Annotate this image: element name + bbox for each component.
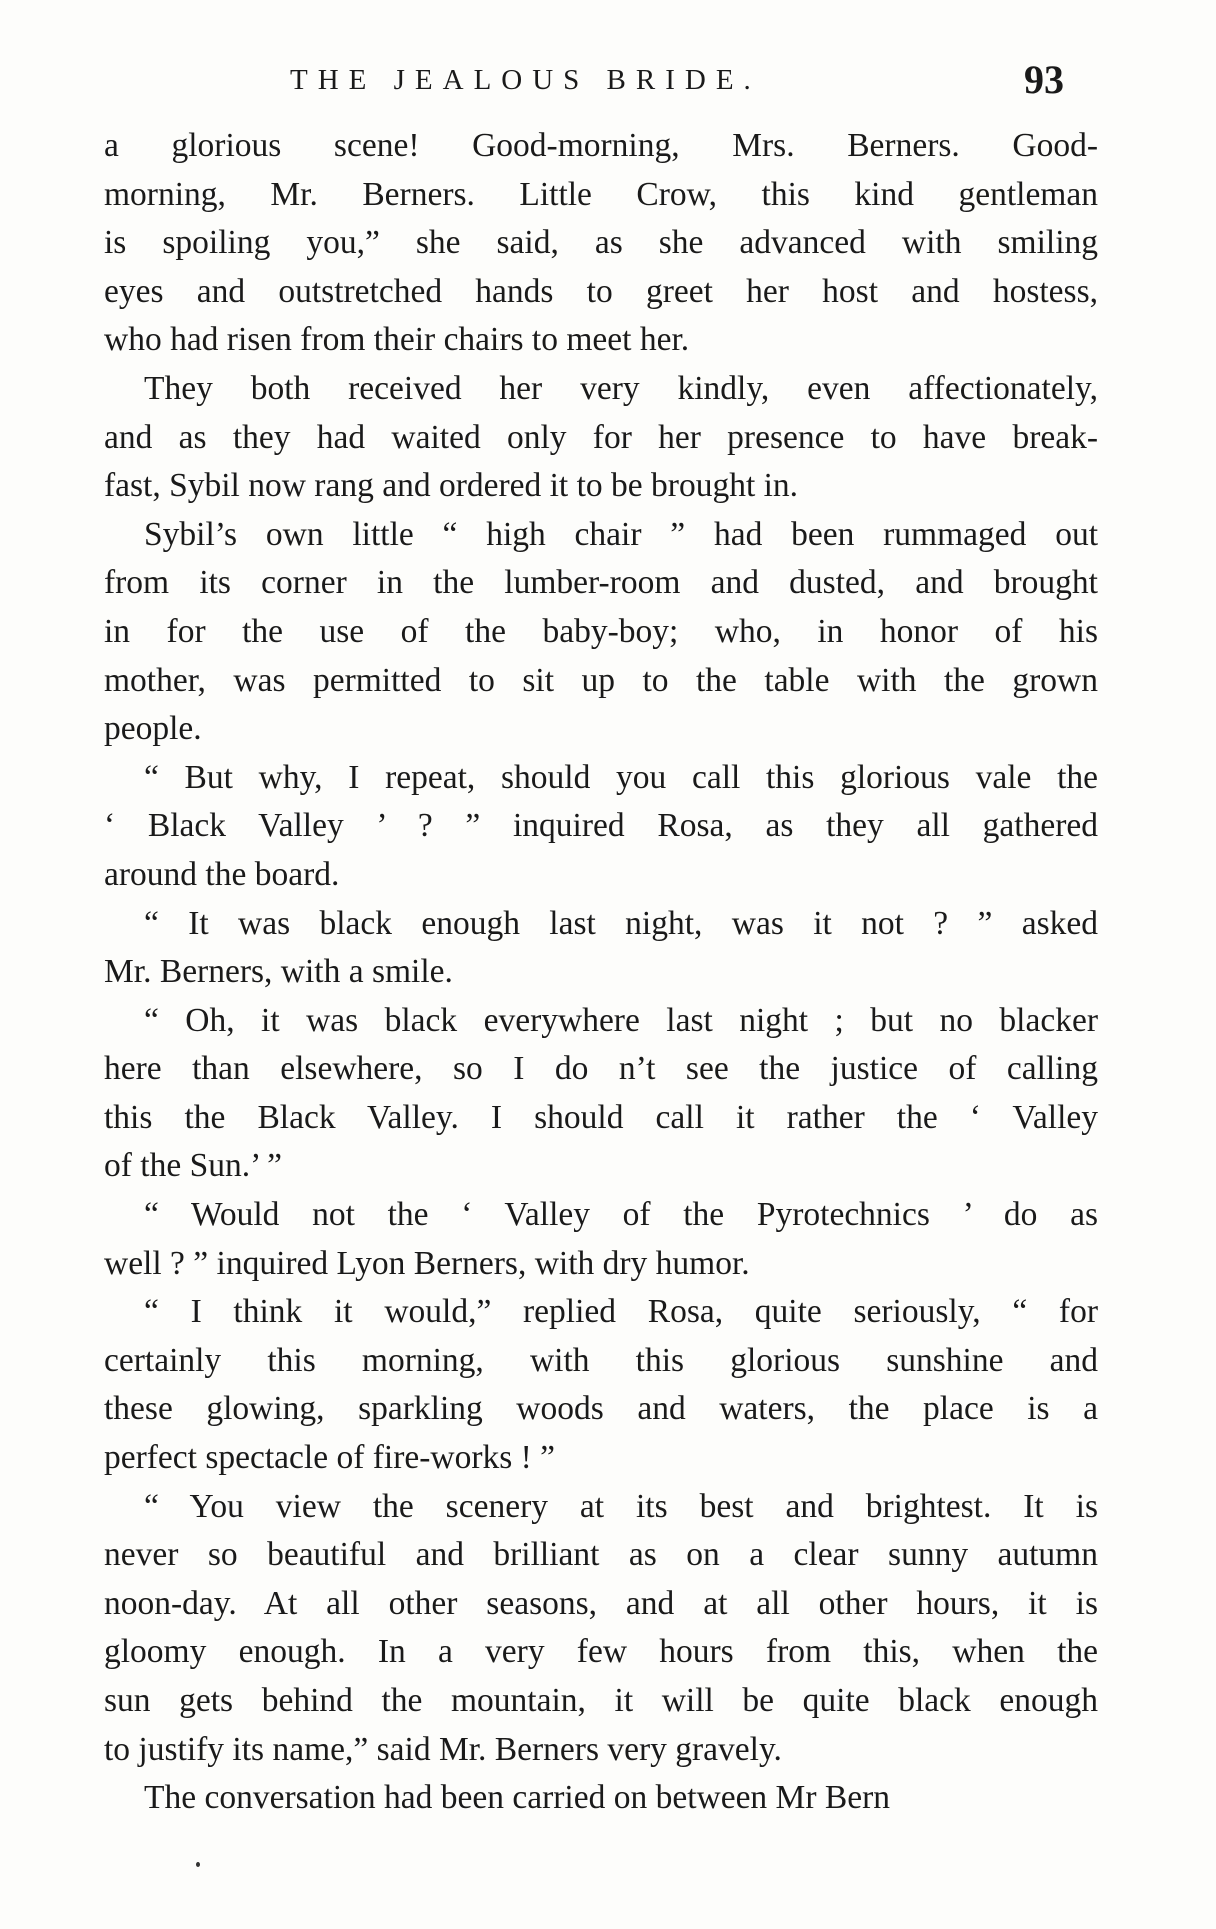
text-line: gloomy enough. In a very few hours from this, when the: [104, 1633, 1098, 1671]
text-line: fast, Sybil now rang and ordered it to be brought in.: [104, 467, 799, 505]
text-line: Mr. Berners, with a smile.: [104, 953, 453, 991]
text-line: these glowing, sparkling woods and waters, the place is a: [104, 1390, 1098, 1428]
text-line: here than elsewhere, so I do n’t see the justice of calling: [104, 1050, 1098, 1088]
running-head: [0, 56, 1216, 106]
text-line: certainly this morning, with this glorious sunshine and: [104, 1341, 1098, 1379]
text-line: noon-day. At all other seasons, and at all other hours, it is: [104, 1584, 1098, 1622]
text-line: The conversation had been carried on between Mr Bern: [144, 1779, 890, 1817]
text-line: around the board.: [104, 855, 340, 893]
text-line: people.: [104, 710, 202, 748]
paragraph: [104, 900, 1098, 997]
text-line: in for the use of the baby-boy; who, in honor of his: [104, 612, 1098, 650]
text-line: this the Black Valley. I should call it rather the ‘ Valley: [104, 1098, 1098, 1136]
text-line: to justify its name,” said Mr. Berners very gravely.: [104, 1730, 782, 1768]
text-line: They both received her very kindly, even affectionately,: [144, 369, 1098, 407]
text-line: who had risen from their chairs to meet her.: [104, 321, 690, 359]
body-text: [104, 122, 1098, 1823]
text-line: sun gets behind the mountain, it will be quite black enough: [104, 1682, 1098, 1719]
running-title: THE JEALOUS BRIDE.: [290, 64, 761, 96]
ink-speck: [196, 1862, 200, 1867]
text-line: “ But why, I repeat, should you call this glorious vale the: [144, 758, 1098, 796]
text-line: of the Sun.’ ”: [104, 1147, 283, 1185]
text-line: Sybil’s own little “ high chair ” had been rummaged out: [144, 515, 1098, 553]
page-number: 93: [1024, 57, 1064, 102]
text-line: morning, Mr. Berners. Little Crow, this kind gentleman: [104, 175, 1098, 213]
text-line: perfect spectacle of fire-works ! ”: [104, 1439, 556, 1477]
text-line: well ? ” inquired Lyon Berners, with dry humor.: [104, 1244, 750, 1282]
paragraph: [104, 1774, 1098, 1823]
text-line: mother, was permitted to sit up to the table with the grown: [104, 661, 1098, 699]
paragraph: [104, 1288, 1098, 1482]
text-line: from its corner in the lumber-room and dusted, and brought: [104, 564, 1098, 602]
text-line: “ Oh, it was black everywhere last night ; but no blacker: [144, 1001, 1098, 1039]
text-line: and as they had waited only for her presence to have break-: [104, 418, 1098, 456]
text-line: ‘ Black Valley ’ ? ” inquired Rosa, as they all gathered: [104, 807, 1098, 845]
paragraph: [104, 754, 1098, 900]
text-line: a glorious scene! Good-morning, Mrs. Berners. Good-: [104, 127, 1098, 164]
paragraph: [104, 1191, 1098, 1288]
paragraph: [104, 1483, 1098, 1775]
paragraph: [104, 511, 1098, 754]
text-line: “ You view the scenery at its best and brightest. It is: [144, 1487, 1098, 1525]
text-line: eyes and outstretched hands to greet her host and hostess,: [104, 272, 1098, 310]
text-line: “ It was black enough last night, was it not ? ” asked: [144, 904, 1098, 942]
paragraph: [104, 997, 1098, 1191]
text-line: “ I think it would,” replied Rosa, quite seriously, “ for: [144, 1293, 1098, 1331]
text-line: is spoiling you,” she said, as she advanced with smiling: [104, 224, 1098, 262]
text-line: never so beautiful and brilliant as on a clear sunny autumn: [104, 1536, 1098, 1574]
paragraph: [104, 365, 1098, 511]
paragraph: [104, 122, 1098, 365]
text-line: “ Would not the ‘ Valley of the Pyrotechnics ’ do as: [144, 1196, 1098, 1234]
